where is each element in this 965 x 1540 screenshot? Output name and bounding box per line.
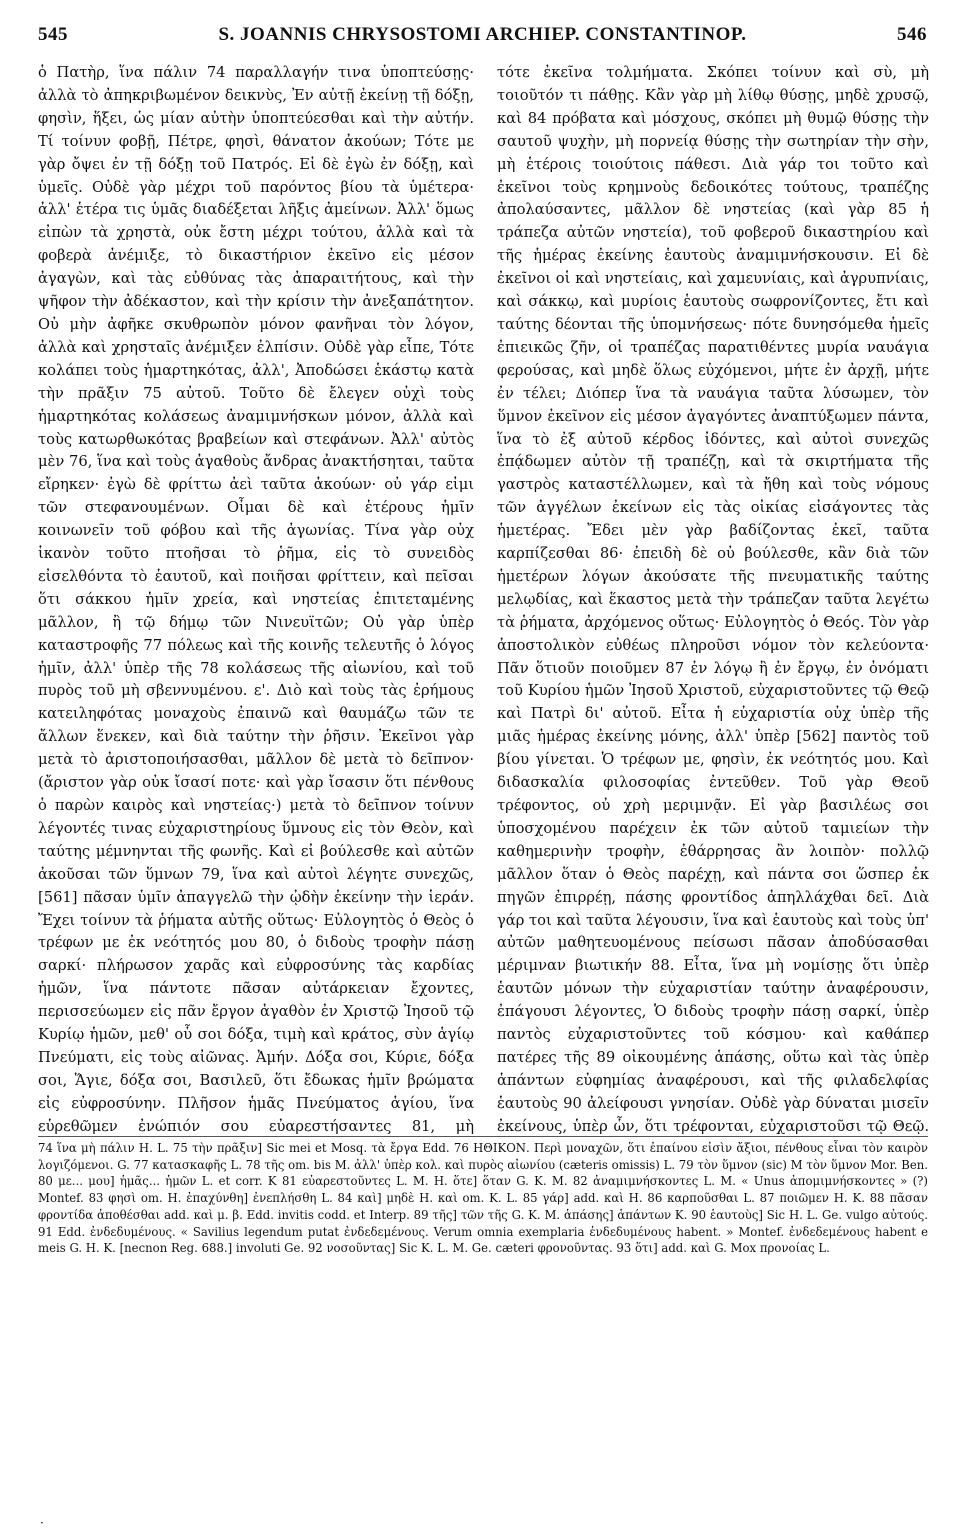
footnotes	[38, 1140, 928, 1465]
page-number-right: 546	[897, 24, 927, 45]
left-column	[38, 62, 474, 1137]
footnotes-text: 74 ἵνα μὴ πάλιν H. L. 75 τὴν πρᾶξιν] Sic mei et Mosq. τὰ ἔργα Edd. 76 ΗΘΙΚΟΝ. Περὶ μοναχῶν, ὅτι ἐπαίνου εἰσὶν ἄξιοι, πένθους εἶναι τὸν καιρὸν λογιζόμενοι. G. 77 κατασκαφῆς L. 78 τῆς om. bis M. ἀλλ' ὑπὲρ κολ. καὶ πυρὸς αἰωνίου (cæteris omissis) L. 79 τὸν ὕμνον (sic) M τὸν ὕμνον Mor. Ben. 80 με... μου] ἡμᾶς... ἡμῶν L. et corr. K 81 εὐαρεστοῦντες L. M. H. ὅτε] ὅταν G. K. M. 82 ἀναμιμνήσκοντες L. M. « Unus ἀπομιμνήσκοντες » (?) Montef. 83 φησὶ om. H. ἐπαχύνθη] ἐνεπλήσθη L. 84 καὶ] μηδὲ H. καὶ om. K. L. 85 γάρ] add. καὶ H. 86 καρποῦσθαι L. 87 ποιῶμεν H. K. 88 πᾶσαν φροντίδα ἀποθέσθαι add. καὶ μ. β. Edd. invitis codd. et Interp. 89 τῆς] τῶν τῆς G. K. M. ἁπάσης] ἁπάντων K. 90 ἑαυτοὺς] Sic H. L. Ge. vulgo αὐτούς. 91 Edd. ἐνδεδυμένους. « Savilius legendum putat ἐνδεδεμένους. Verum omnia exemplaria ἐνδεδυμένους habent. » Montef. ἐνδεδεμένους habent e meis G. H. K. [necnon Reg. 688.] involuti Ge. 92 νοσοῦντας] Sic K. L. M. Ge. cæteri φρονοῦντας. 93 ὅτι] add. καὶ G. Mox προνοίας L.	[38, 1141, 928, 1256]
page-number-left: 545	[38, 24, 68, 45]
right-column-text: τότε ἐκεῖνα τολμήματα. Σκόπει τοίνυν καὶ σὺ, μὴ τοιοῦτόν τι πάθῃς. Κἂν γὰρ μὴ λίθῳ θύσῃς, μηδὲ χρυσῷ, καὶ 84 πρόβατα καὶ μόσχους, σκόπει μὴ θυμῷ θύσῃς τὴν σαυτοῦ ψυχὴν, μὴ πορνείᾳ θύσῃς τὴν σωτηρίαν τὴν σὴν, μὴ ἑτέροις τοιούτοις πάθεσι. Διὰ γάρ τοι τοῦτο καὶ ἐκεῖνοι τοὺς κρημνοὺς δεδοικότες τούτους, τραπέζης ἀπολαύσαντες, μᾶλλον δὲ νηστείας (καὶ γὰρ 85 ἡ τράπεζα αὐτῶν νηστεία), τοῦ φοβεροῦ δικαστηρίου καὶ τῆς ἡμέρας ἐκείνης ἑαυτοὺς ἀναμιμνήσκουσιν. Εἰ δὲ ἐκεῖνοι οἱ καὶ νηστείαις, καὶ χαμευνίαις, καὶ ἀγρυπνίαις, καὶ σάκκῳ, καὶ μυρίοις ἑαυτοὺς σωφρονίζοντες, ἔτι καὶ ταύτης δέονται τῆς ὑπομνήσεως· πότε δυνησόμεθα ἡμεῖς ἐπιεικῶς ζῆν, οἱ τραπέζας παρατιθέντες μυρία ναυάγια φερούσας, καὶ μηδὲ ὅλως εὐχόμενοι, μήτε ἐν ἀρχῇ, μήτε ἐν τέλει; Διόπερ ἵνα τὰ ναυάγια ταῦτα λύσωμεν, τὸν ὕμνον ἐκεῖνον εἰς μέσον ἀγαγόντες ἀναπτύξωμεν πάντα, ἵνα τὸ ἐξ αὐτοῦ κέρδος ἰδόντες, καὶ αὐτοὶ συνεχῶς ἐπᾴδωμεν αὐτὸν τῇ τραπέζῃ, καὶ τὰ σκιρτήματα τῆς γαστρὸς καταστέλλωμεν, καὶ τὰ ἤθη καὶ τοὺς νόμους τῶν ἀγγέλων ἐκείνων εἰς τὰς οἰκίας εἰσάγοντες τὰς ἡμετέρας. Ἔδει μὲν γὰρ βαδίζοντας ἐκεῖ, ταῦτα καρπίζεσθαι 86· ἐπειδὴ δὲ οὐ βούλεσθε, κἂν διὰ τῶν ἡμετέρων λόγων ἀκούσατε τῆς πνευματικῆς ταύτης μελῳδίας, καὶ ἕκαστος μετὰ τὴν τράπεζαν ταῦτα λεγέτω τὰ ῥήματα, ἀρχόμενος οὕτως· Εὐλογητὸς ὁ Θεός. Τὸν γὰρ ἀποστολικὸν εὐθέως πληροῦσι νόμον τὸν κελεύοντα· Πᾶν ὅτιοῦν ποιοῦμεν 87 ἐν λόγῳ ἢ ἐν ἔργῳ, ἐν ὀνόματι τοῦ Κυρίου ἡμῶν Ἰησοῦ Χριστοῦ, εὐχαριστοῦντες τῷ Θεῷ καὶ Πατρὶ δι' αὐτοῦ. Εἶτα ἡ εὐχαριστία οὐχ ὑπὲρ τῆς μιᾶς ἡμέρας ἐκείνης μόνης, ἀλλ' ὑπὲρ [562] παντὸς τοῦ βίου γίνεται. Ὁ τρέφων με, φησὶν, ἐκ νεότητός μου. Καὶ διδασκαλία φιλοσοφίας ἐντεῦθεν. Τοῦ γὰρ Θεοῦ τρέφοντος, οὐ χρὴ μεριμνᾷν. Εἰ γὰρ βασιλέως σοι ὑποσχομένου παρέχειν ἐκ τῶν αὐτοῦ ταμιείων τὴν καθημερινὴν τροφὴν, ἐθάρρησας ἂν λοιπὸν· πολλῷ μᾶλλον ὅταν ὁ Θεὸς παρέχῃ, καὶ πάντα σοι ὥσπερ ἐκ πηγῶν ἐπιρρέῃ, πάσης φροντίδος ἀπηλλάχθαι δεῖ. Διὰ γάρ τοι καὶ ταῦτα λέγουσιν, ἵνα καὶ ἑαυτοὺς καὶ τοὺς ὑπ' αὐτῶν μαθητευομένους πείσωσι πᾶσαν ἀποδύσασθαι μέριμναν βιωτικήν 88. Εἶτα, ἵνα μὴ νομίσῃς ὅτι ὑπὲρ ἑαυτῶν μόνων τὴν εὐχαριστίαν ταύτην ἀναφέρουσιν, ἐπάγουσι λέγοντες, Ὁ διδοὺς τροφὴν πάσῃ σαρκί, ὑπὲρ παντὸς εὐχαριστοῦντες τοῦ κόσμου· καὶ καθάπερ πατέρες τῆς 89 οἰκουμένης ἁπάσης, οὕτω καὶ τὰς ὑπὲρ ἁπάντων εὐφημίας ἀναφέρουσι, καὶ τῆς φιλαδελφίας ἑαυτοὺς 90 ἀλείφουσι γνησίαν. Οὐδὲ γὰρ δύναται μισεῖν ἐκείνους, ὑπὲρ ὧν, ὅτι τρέφονται, εὐχαριστοῦσι τῷ Θεῷ.	[497, 64, 929, 1135]
left-column-text: ὁ Πατὴρ, ἵνα πάλιν 74 παραλλαγήν τινα ὑποπτεύσῃς· ἀλλὰ τὸ ἀπηκριβωμένον δεικνὺς, Ἐν αὐτῇ ἐκείνῃ τῇ δόξῃ, φησὶν, ἥξει, ὡς μίαν αὐτὴν ὑποπτεύεσθαι καὶ τὴν αὐτήν. Τί τοίνυν φοβῇ, Πέτρε, φησὶ, θάνατον ἀκούων; Τότε με γὰρ ὄψει ἐν τῇ δόξῃ τοῦ Πατρός. Εἰ δὲ ἐγὼ ἐν δόξῃ, καὶ ὑμεῖς. Οὐδὲ γὰρ μέχρι τοῦ παρόντος βίου τὰ ὑμέτερα· ἀλλ' ἑτέρα τις ὑμᾶς διαδέξεται λῆξις ἀμείνων. Ἀλλ' ὅμως εἰπὼν τὰ χρηστὰ, οὐκ ἔστη μέχρι τούτου, ἀλλὰ καὶ τὰ φοβερὰ ἀνέμιξε, τὸ δικαστήριον ἐκεῖνο εἰς μέσον ἀγαγὼν, καὶ τὰς εὐθύνας τὰς ἀπαραιτήτους, καὶ τὴν ψῆφον τὴν ἀδέκαστον, καὶ τὴν κρίσιν τὴν ἀνεξαπάτητον. Οὐ μὴν ἀφῆκε σκυθρωπὸν μόνον φανῆναι τὸν λόγον, ἀλλὰ καὶ χρησταῖς ἀνέμιξεν ἐλπίσιν. Οὐδὲ γὰρ εἶπε, Τότε κολάπει τοὺς ἡμαρτηκότας, ἀλλ', Ἀποδώσει ἑκάστῳ κατὰ τὴν πρᾶξιν 75 αὐτοῦ. Τοῦτο δὲ ἔλεγεν οὐχὶ τοὺς ἡμαρτηκότας κολάσεως ἀναμιμνήσκων μόνον, ἀλλὰ καὶ τοὺς κατωρθωκότας βραβείων καὶ στεφάνων. Ἀλλ' αὐτὸς μὲν 76, ἵνα καὶ τοὺς ἀγαθοὺς ἄνδρας ἀνακτήσηται, ταῦτα εἴρηκεν· ἐγὼ δὲ φρίττω ἀεὶ ταῦτα ἀκούων· οὐ γάρ εἰμι τῶν στεφανουμένων. Οἶμαι δὲ καὶ ἑτέρους ἡμῖν κοινωνεῖν τοῦ φόβου καὶ τῆς ἀγωνίας. Τίνα γὰρ οὐχ ἱκανὸν τοῦτο πτοῆσαι τὸ ῥῆμα, εἰς τὸ συνειδὸς εἰσελθόντα τὸ ἑαυτοῦ, καὶ ποιῆσαι φρίττειν, καὶ πεῖσαι ὅτι σάκκου ἡμῖν χρεία, καὶ νηστείας ἐπιτεταμένης μᾶλλον, ἢ τῷ δήμῳ τῶν Νινευϊτῶν; Οὐ γὰρ ὑπὲρ καταστροφῆς 77 πόλεως καὶ τῆς κοινῆς τελευτῆς ὁ λόγος ἡμῖν, ἀλλ' ὑπὲρ τῆς 78 κολάσεως τῆς αἰωνίου, καὶ τοῦ πυρὸς τοῦ μὴ σβεννυμένου. ε'. Διὸ καὶ τοὺς τὰς ἐρήμους κατειληφότας μοναχοὺς ἐπαινῶ καὶ θαυμάζω τῶν τε ἄλλων ἕνεκεν, καὶ διὰ ταύτην τὴν ῥῆσιν. Ἐκεῖνοι γὰρ μετὰ τὸ ἀριστοποιήσασθαι, μᾶλλον δὲ μετὰ τὸ δεῖπνον· (ἄριστον γὰρ οὐκ ἴσασί ποτε· καὶ γὰρ ἴσασιν ὅτι πένθους ὁ παρὼν καιρὸς καὶ νηστείας·) μετὰ τὸ δεῖπνον τοίνυν λέγοντές τινας εὐχαριστηρίους ὕμνους εἰς τὸν Θεὸν, καὶ ταύτης μέμνηνται τῆς φωνῆς. Καὶ εἰ βούλεσθε καὶ αὐτῶν ἀκοῦσαι τῶν ὕμνων 79, ἵνα καὶ αὐτοὶ λέγητε συνεχῶς, [561] πᾶσαν ὑμῖν ἀπαγγελῶ τὴν ᾠδὴν ἐκείνην τὴν ἱεράν. Ἔχει τοίνυν τὰ ῥήματα αὐτῆς οὕτως· Εὐλογητὸς ὁ Θεὸς ὁ τρέφων με ἐκ νεότητός μου 80, ὁ διδοὺς τροφὴν πάσῃ σαρκί· πλήρωσον χαρᾶς καὶ εὐφροσύνης τὰς καρδίας ἡμῶν, ἵνα πάντοτε πᾶσαν αὐτάρκειαν ἔχοντες, περισσεύωμεν εἰς πᾶν ἔργον ἀγαθὸν ἐν Χριστῷ Ἰησοῦ τῷ Κυρίῳ ἡμῶν, μεθ' οὗ σοι δόξα, τιμὴ καὶ κράτος, σὺν ἁγίῳ Πνεύματι, εἰς τοὺς αἰῶνας. Ἀμήν. Δόξα σοι, Κύριε, δόξα σοι, Ἅγιε, δόξα σοι, Βασιλεῦ, ὅτι ἔδωκας ἡμῖν βρώματα εἰς εὐφροσύνην. Πλῆσον ἡμᾶς Πνεύματος ἁγίου, ἵνα εὑρεθῶμεν ἐνώπιόν σου εὐαρεστήσαντες 81, μὴ	[38, 64, 474, 1135]
running-title: S. JOANNIS CHRYSOSTOMI ARCHIEP. CONSTANTINOP.	[218, 24, 747, 45]
bottom-mark: ·	[40, 1516, 44, 1530]
footnote-divider	[38, 1136, 928, 1137]
running-header	[38, 24, 927, 50]
right-column	[497, 62, 929, 1137]
